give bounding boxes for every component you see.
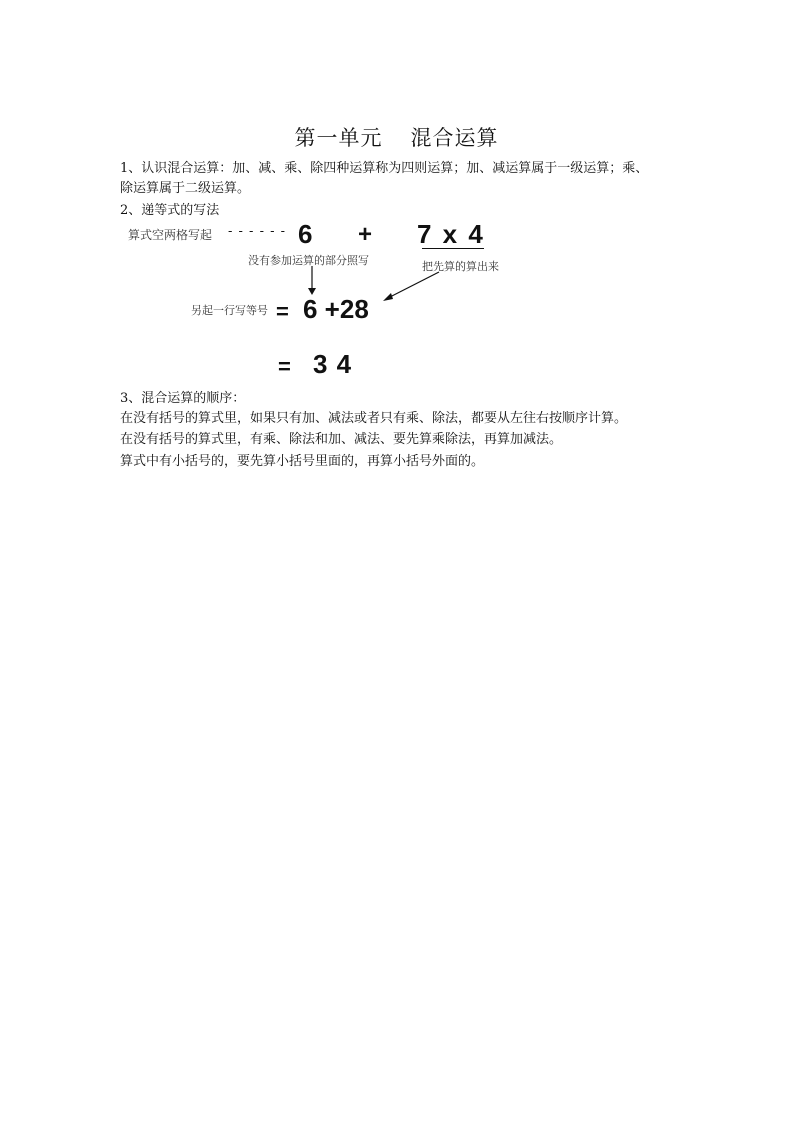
rule-3: 算式中有小括号的，要先算小括号里面的，再算小括号外面的。 <box>120 454 485 469</box>
note-new-line: 另起一行写等号 <box>191 304 268 317</box>
rule-2: 在没有括号的算式里，有乘、除法和加、减法、要先算乘除法，再算加减法。 <box>120 432 563 447</box>
unit-label: 第一单元 <box>294 126 383 150</box>
section1-line1: 1、认识混合运算：加、减、乘、除四种运算称为四则运算；加、减运算属于一级运算；乘、 <box>120 161 649 176</box>
product-expression: 7 x 4 <box>417 219 485 249</box>
section2-heading: 2、递等式的写法 <box>120 203 220 218</box>
section1-line2: 除运算属于二级运算。 <box>120 181 251 196</box>
equals-sign-2: = <box>278 354 291 379</box>
note-indent: 算式空两格写起 <box>128 228 213 242</box>
unit-topic: 混合运算 <box>410 126 499 150</box>
step-two-expression: 6 +28 <box>303 294 369 324</box>
note-compute-first: 把先算的算出来 <box>422 260 499 273</box>
diagram-arrows <box>0 0 793 340</box>
operand-six: 6 <box>298 219 313 249</box>
equals-sign-1: = <box>276 299 289 324</box>
note-copy-unchanged: 没有参加运算的部分照写 <box>248 254 369 267</box>
final-result: 3 4 <box>313 349 353 379</box>
rule-1: 在没有括号的算式里，如果只有加、减法或者只有乘、除法，都要从左往右按顺序计算。 <box>120 411 628 426</box>
section3-heading: 3、混合运算的顺序： <box>120 391 246 406</box>
dash-leader: - - - - - - <box>228 224 287 239</box>
plus-sign: + <box>358 221 373 248</box>
